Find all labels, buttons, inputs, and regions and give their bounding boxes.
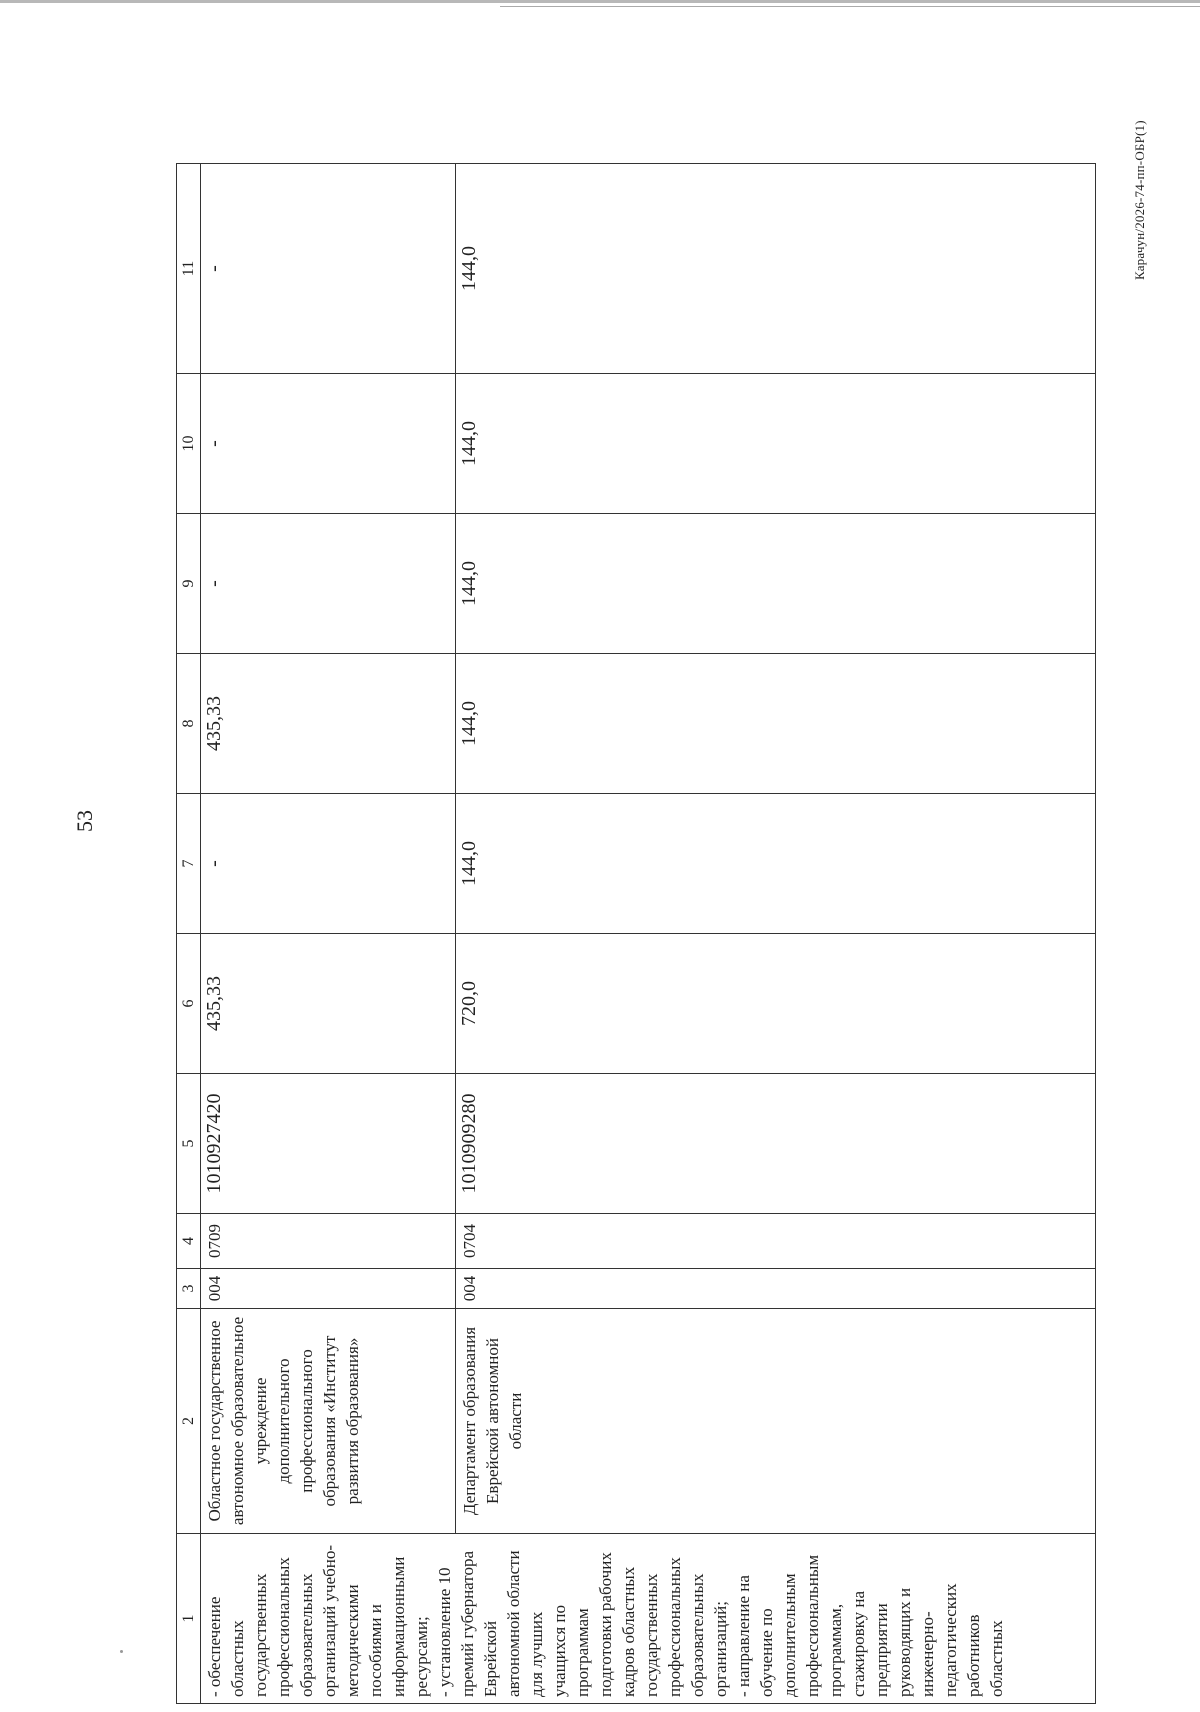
header-cell: 3 [177,1269,201,1309]
amount-year: 144,0 [456,374,1096,514]
section-code: 0704 [456,1214,1096,1269]
section-code: 0709 [201,1214,456,1269]
amount-year: 144,0 [456,654,1096,794]
table-row [456,164,1096,1704]
scan-top-edge-line [500,6,1200,7]
header-cell: 11 [177,164,201,374]
ministry-code: 004 [456,1269,1096,1309]
amount-year: 435,33 [201,654,456,794]
header-cell: 10 [177,374,201,514]
budget-table [176,163,1096,1704]
organization-name: Областное государственное автономное образовательное учреждение дополнительного профессионального образования «Институт развития образования» [201,1309,456,1534]
target-article-code: 1010909280 [456,1074,1096,1214]
amount-year: - [201,514,456,654]
header-row [177,164,201,1704]
target-article-code: 1010927420 [201,1074,456,1214]
header-cell: 9 [177,514,201,654]
amount-year: 144,0 [456,794,1096,934]
amount-year: 144,0 [456,164,1096,374]
header-cell: 4 [177,1214,201,1269]
rotated-table-wrapper [176,164,1096,1704]
activity-description: - обеспечение областных государственных профессиональных образовательных организаций учебно-методическими пособиями и информационными ресурсами; - установление 10 премий губернатора Еврейской автономной области для лучших учащихся по программам подготовки рабочих кадров областных государственных профессиональных образовательных организаций; - направление на обучение по дополнительным профессиональным программам, стажировку на предприятии руководящих и инженерно-педагогических работников областных [201,1534,1096,1704]
scan-speck [120,1650,123,1653]
header-cell: 7 [177,794,201,934]
amount-year: - [201,164,456,374]
organization-name: Департамент образования Еврейской автономной области [456,1309,1096,1534]
table-row [201,164,456,1704]
amount-year: 144,0 [456,514,1096,654]
ministry-code: 004 [201,1269,456,1309]
header-cell: 8 [177,654,201,794]
document-footer-code: Карачун/2026-74-пп-ОБР(1) [1132,120,1147,280]
page-number: 53 [72,810,97,832]
amount-year: - [201,794,456,934]
scan-top-edge [0,0,1200,3]
header-cell: 1 [177,1534,201,1704]
amount-total: 720,0 [456,934,1096,1074]
amount-year: - [201,374,456,514]
header-cell: 2 [177,1309,201,1534]
header-cell: 5 [177,1074,201,1214]
header-cell: 6 [177,934,201,1074]
amount-total: 435,33 [201,934,456,1074]
